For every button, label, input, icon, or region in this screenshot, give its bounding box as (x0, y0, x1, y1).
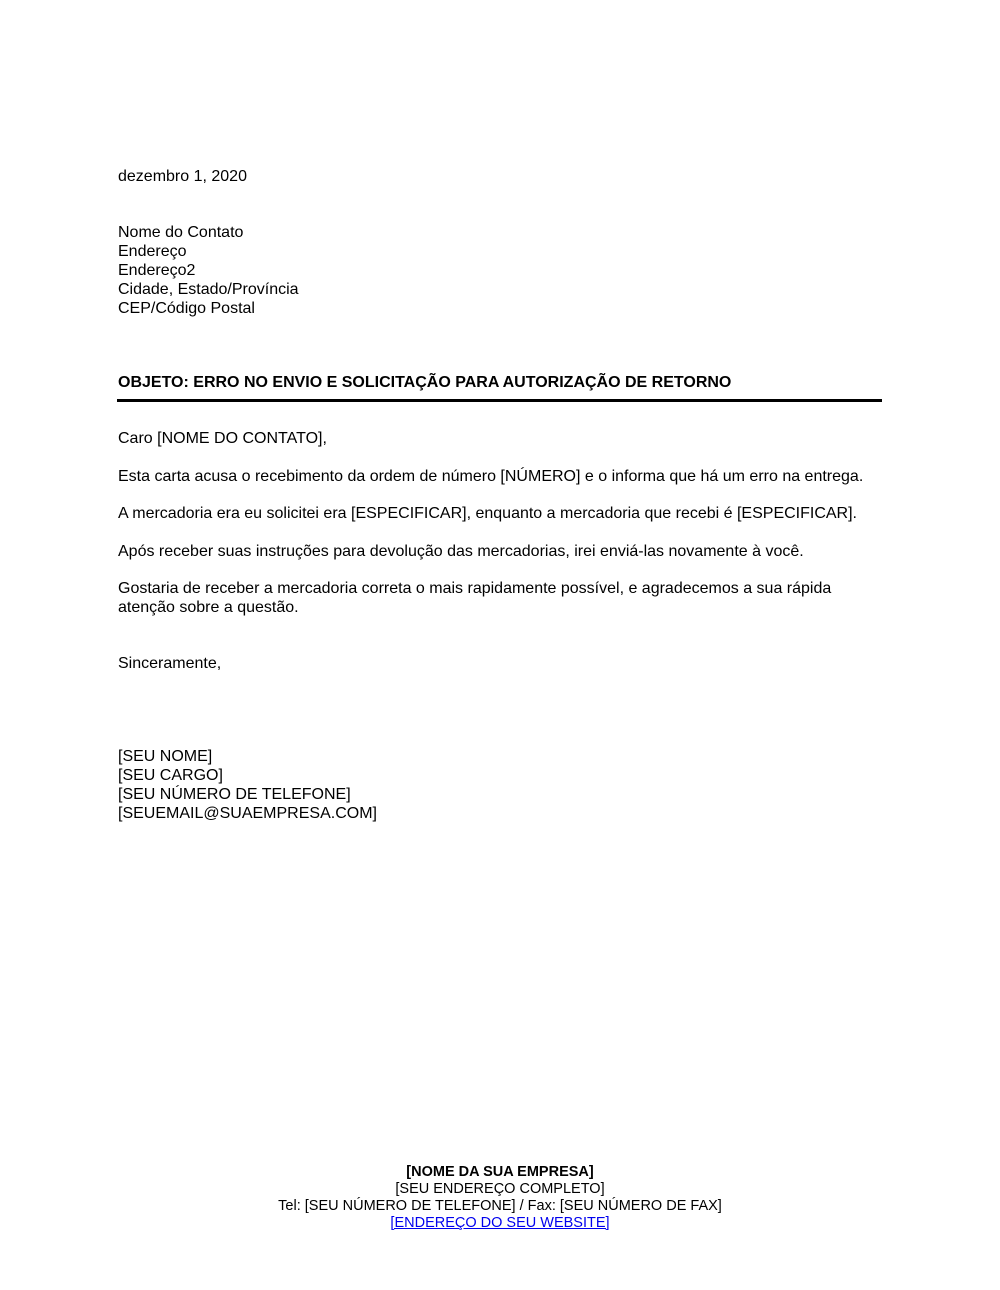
recipient-name: Nome do Contato (118, 224, 244, 241)
subject-divider (117, 399, 882, 402)
signer-phone: [SEU NÚMERO DE TELEFONE] (118, 786, 351, 803)
salutation: Caro [NOME DO CONTATO], (118, 430, 327, 447)
body-paragraph-3: Após receber suas instruções para devolução das mercadorias, irei enviá-las novamente à você. (118, 543, 804, 560)
recipient-address-line-2: Endereço2 (118, 262, 196, 279)
footer-website-link[interactable]: [ENDEREÇO DO SEU WEBSITE] (390, 1215, 610, 1231)
recipient-address-block (118, 223, 299, 318)
recipient-postal-code: CEP/Código Postal (118, 300, 255, 317)
body-paragraph-4-line-1: Gostaria de receber a mercadoria correta o mais rapidamente possível, e agradecemos a sua rápida (118, 580, 832, 597)
footer-company-name: [NOME DA SUA EMPRESA] (406, 1164, 594, 1180)
recipient-address-line-1: Endereço (118, 243, 187, 260)
recipient-city-state: Cidade, Estado/Província (118, 281, 299, 298)
body-paragraph-1: Esta carta acusa o recebimento da ordem de número [NÚMERO] e o informa que há um erro na entrega. (118, 468, 864, 485)
footer-address: [SEU ENDEREÇO COMPLETO] (395, 1181, 605, 1197)
body-paragraph-4 (118, 579, 831, 617)
letter-date: dezembro 1, 2020 (118, 168, 247, 185)
footer-contact: Tel: [SEU NÚMERO DE TELEFONE] / Fax: [SEU NÚMERO DE FAX] (278, 1198, 722, 1214)
signature-block (118, 747, 377, 823)
body-paragraph-4-line-2: atenção sobre a questão. (118, 599, 299, 616)
letterhead-footer (0, 1164, 1000, 1232)
signer-name: [SEU NOME] (118, 748, 213, 765)
signer-title: [SEU CARGO] (118, 767, 223, 784)
closing: Sinceramente, (118, 655, 222, 672)
body-paragraph-2: A mercadoria era eu solicitei era [ESPECIFICAR], enquanto a mercadoria que recebi é [ESPECIFICAR]. (118, 505, 857, 522)
signer-email: [SEUEMAIL@SUAEMPRESA.COM] (118, 805, 377, 822)
subject-line: OBJETO: ERRO NO ENVIO E SOLICITAÇÃO PARA AUTORIZAÇÃO DE RETORNO (118, 374, 732, 391)
